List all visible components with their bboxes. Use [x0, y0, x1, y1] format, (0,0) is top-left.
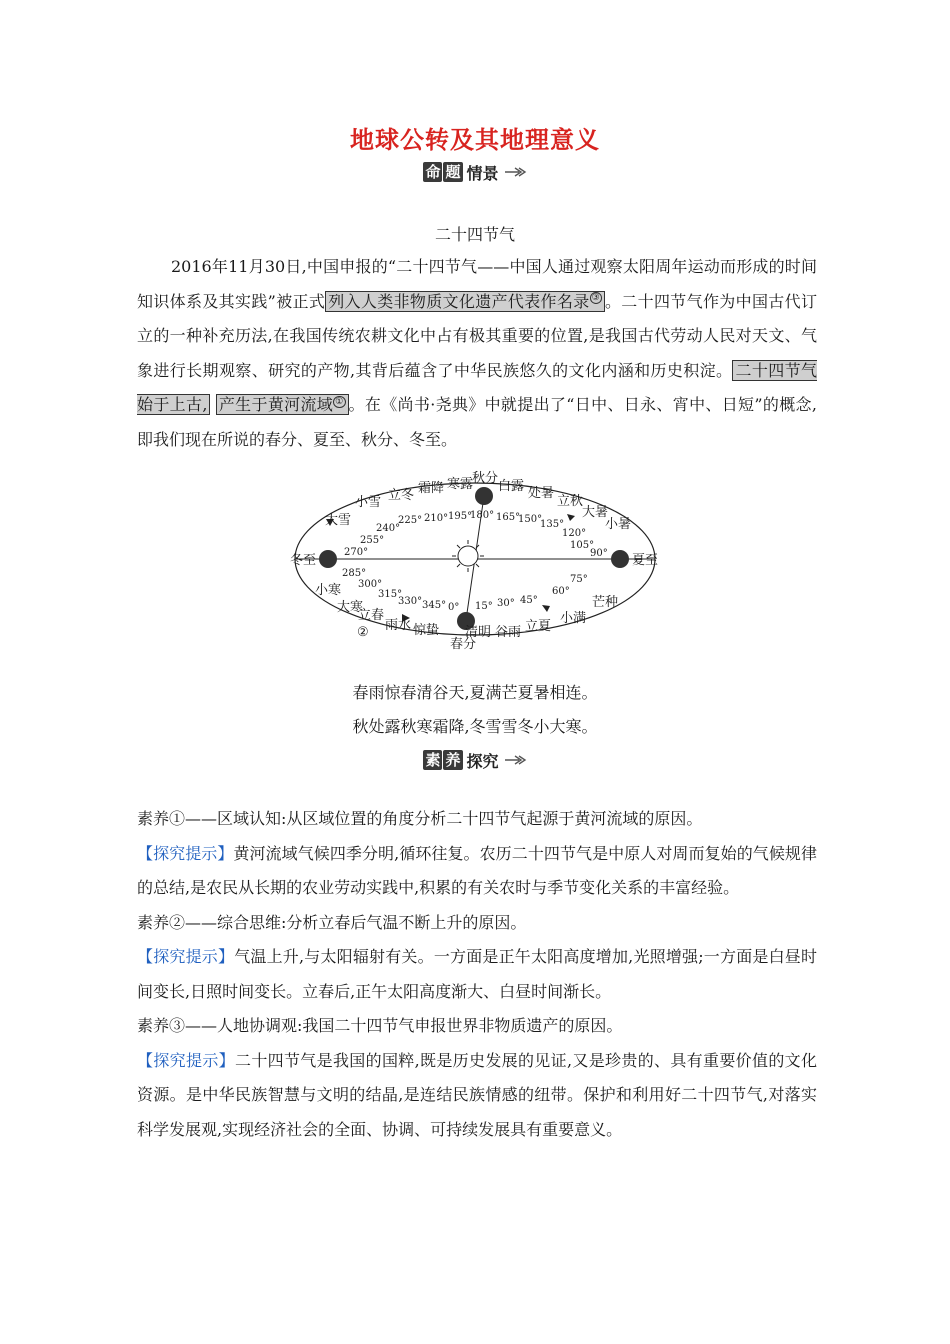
- degree-label: 150°: [518, 514, 543, 525]
- term-label: 寒露: [447, 477, 474, 492]
- term-label: 夏至: [632, 553, 659, 568]
- degree-label: 300°: [358, 579, 383, 590]
- term-label: 春分: [450, 637, 477, 652]
- question: 素养①——区域认知:从区域位置的角度分析二十四节气起源于黄河流域的原因。: [137, 809, 703, 828]
- intro-text: 。二十四节气作为中国古代订立的一种补充历法,在我国传统农耕文化中占有极其重要的位置,是我国古代劳动人民对天文、气象进行长期观察、研究的产物,其背后蕴含了中华民族悠久的文化内涵和历史积淀。: [137, 291, 817, 380]
- term-label: 小暑: [605, 517, 632, 532]
- term-label: 立秋: [557, 494, 584, 509]
- orbit-arrow: [567, 514, 575, 521]
- term-label: 立夏: [525, 619, 552, 634]
- degree-label: 240°: [376, 523, 401, 534]
- answer-text: 黄河流域气候四季分明,循环往复。农历二十四节气是中原人对周而复始的气候规律的总结,是农民从长期的农业劳动实践中,积累的有关农时与季节变化关系的丰富经验。: [137, 843, 817, 897]
- degree-label: 180°: [470, 510, 495, 521]
- degree-label: 165°: [496, 512, 521, 523]
- banner-seal: 素: [425, 751, 441, 769]
- degree-label: 45°: [520, 595, 538, 606]
- poem-line: 春雨惊春清谷天,夏满芒夏暑相连。: [352, 683, 598, 702]
- arrow-icon: [503, 754, 527, 766]
- solar-terms-orbit-diagram: [270, 466, 680, 666]
- term-label: 冬至: [290, 553, 317, 568]
- term-label: 小满: [560, 611, 587, 626]
- degree-label: 270°: [344, 547, 369, 558]
- qa-block: [137, 802, 817, 1147]
- degree-label: 195°: [448, 511, 473, 522]
- degree-label: 285°: [342, 568, 367, 579]
- answer: [137, 837, 817, 906]
- degree-label: 75°: [570, 574, 588, 585]
- earth-summer: [611, 550, 629, 568]
- answer-text: 二十四节气是我国的国粹,既是历史发展的见证,又是珍贵的、具有重要价值的文化资源。是中华民族智慧与文明的结晶,是连结民族情感的纽带。保护和利用好二十四节气,对落实科学发展观,实现经济社会的全面、协调、可持续发展具有重要意义。: [137, 1050, 817, 1139]
- intro-text: 。在《尚书·尧典》中就提出了“日中、日永、宵中、日短”的概念,即我们现在所说的春分、夏至、秋分、冬至。: [137, 395, 817, 449]
- degree-label: 0°: [448, 602, 460, 613]
- question: 素养③——人地协调观:我国二十四节气申报世界非物质遗产的原因。: [137, 1016, 623, 1035]
- term-label: 大暑: [582, 505, 609, 520]
- term-label: 小雪: [355, 495, 382, 510]
- note-mark: ③: [591, 293, 600, 304]
- earth-winter: [319, 550, 337, 568]
- term-label: 处暑: [528, 486, 555, 501]
- intro-text: 2016年11月30日,中国申报的“二十四节气——中国人通过观察太阳周年运动而形成的时间知识体系及其实践”被正式: [137, 257, 817, 311]
- banner-seal: 命: [425, 163, 441, 181]
- sun-icon: [452, 540, 484, 572]
- degree-label: 345°: [422, 600, 447, 611]
- answer: [137, 940, 817, 1009]
- intro-paragraph: [137, 250, 817, 457]
- banner-text: 情景: [466, 163, 499, 183]
- hint-tag: 【探究提示】: [137, 843, 234, 863]
- highlight-box: [325, 291, 605, 312]
- highlight-box: [216, 394, 349, 415]
- term-label: 小寒: [315, 583, 342, 598]
- degree-label: 135°: [540, 519, 565, 530]
- degree-label: 30°: [497, 598, 515, 609]
- poem-line: 秋处露秋寒霜降,冬雪雪冬小大寒。: [352, 717, 598, 736]
- degree-label: 225°: [398, 515, 423, 526]
- section-banner-scenario: [0, 160, 950, 186]
- degree-label: 330°: [398, 596, 423, 607]
- answer-text: 气温上升,与太阳辐射有关。一方面是正午太阳高度增加,光照增强;一方面是白昼时间变长,日照时间变长。立春后,正午太阳高度渐大、白昼时间渐长。: [137, 947, 817, 1001]
- term-label: 大寒: [337, 600, 364, 615]
- term-label: 雨水: [385, 618, 412, 633]
- section-banner-literacy: [0, 748, 950, 774]
- highlight-box: 二十四节气始于上古,: [137, 360, 817, 414]
- term-label: 白露: [498, 479, 525, 494]
- term-label: 清明: [465, 625, 492, 640]
- note-mark: ①: [335, 396, 344, 407]
- highlight-text: 列入人类非物质文化遗产代表作名录: [328, 291, 590, 311]
- term-label: 谷雨: [495, 625, 522, 640]
- answer: [137, 1044, 817, 1148]
- degree-label: 105°: [570, 540, 595, 551]
- term-label: ②: [357, 625, 369, 640]
- term-label: 立春: [358, 608, 385, 623]
- banner-seal: 养: [445, 751, 461, 769]
- term-label: 霜降: [418, 481, 445, 496]
- degree-label: 60°: [552, 586, 570, 597]
- term-label: 芒种: [592, 595, 619, 610]
- section-subtitle: 二十四节气: [434, 225, 515, 244]
- arrow-icon: [503, 166, 527, 178]
- highlight-text: 产生于黄河流域: [218, 395, 334, 414]
- degree-label: 90°: [590, 548, 608, 559]
- question: 素养②——综合思维:分析立春后气温不断上升的原因。: [137, 912, 527, 932]
- term-label: 大雪: [325, 513, 352, 528]
- degree-label: 210°: [424, 513, 449, 524]
- degree-label: 15°: [475, 601, 493, 612]
- degree-label: 120°: [562, 528, 587, 539]
- term-label: 立冬: [388, 488, 415, 503]
- page-title: 地球公转及其地理意义: [350, 125, 600, 154]
- degree-label: 315°: [378, 589, 403, 600]
- degree-label: 255°: [360, 535, 385, 546]
- banner-seal: 题: [445, 163, 461, 181]
- hint-tag: 【探究提示】: [137, 947, 235, 966]
- orbit-arrow: [542, 605, 550, 612]
- term-label: 惊蛰: [413, 623, 440, 638]
- banner-text: 探究: [466, 751, 499, 771]
- term-label: 秋分: [472, 471, 499, 486]
- hint-tag: 【探究提示】: [137, 1050, 235, 1070]
- earth-autumn: [475, 487, 493, 505]
